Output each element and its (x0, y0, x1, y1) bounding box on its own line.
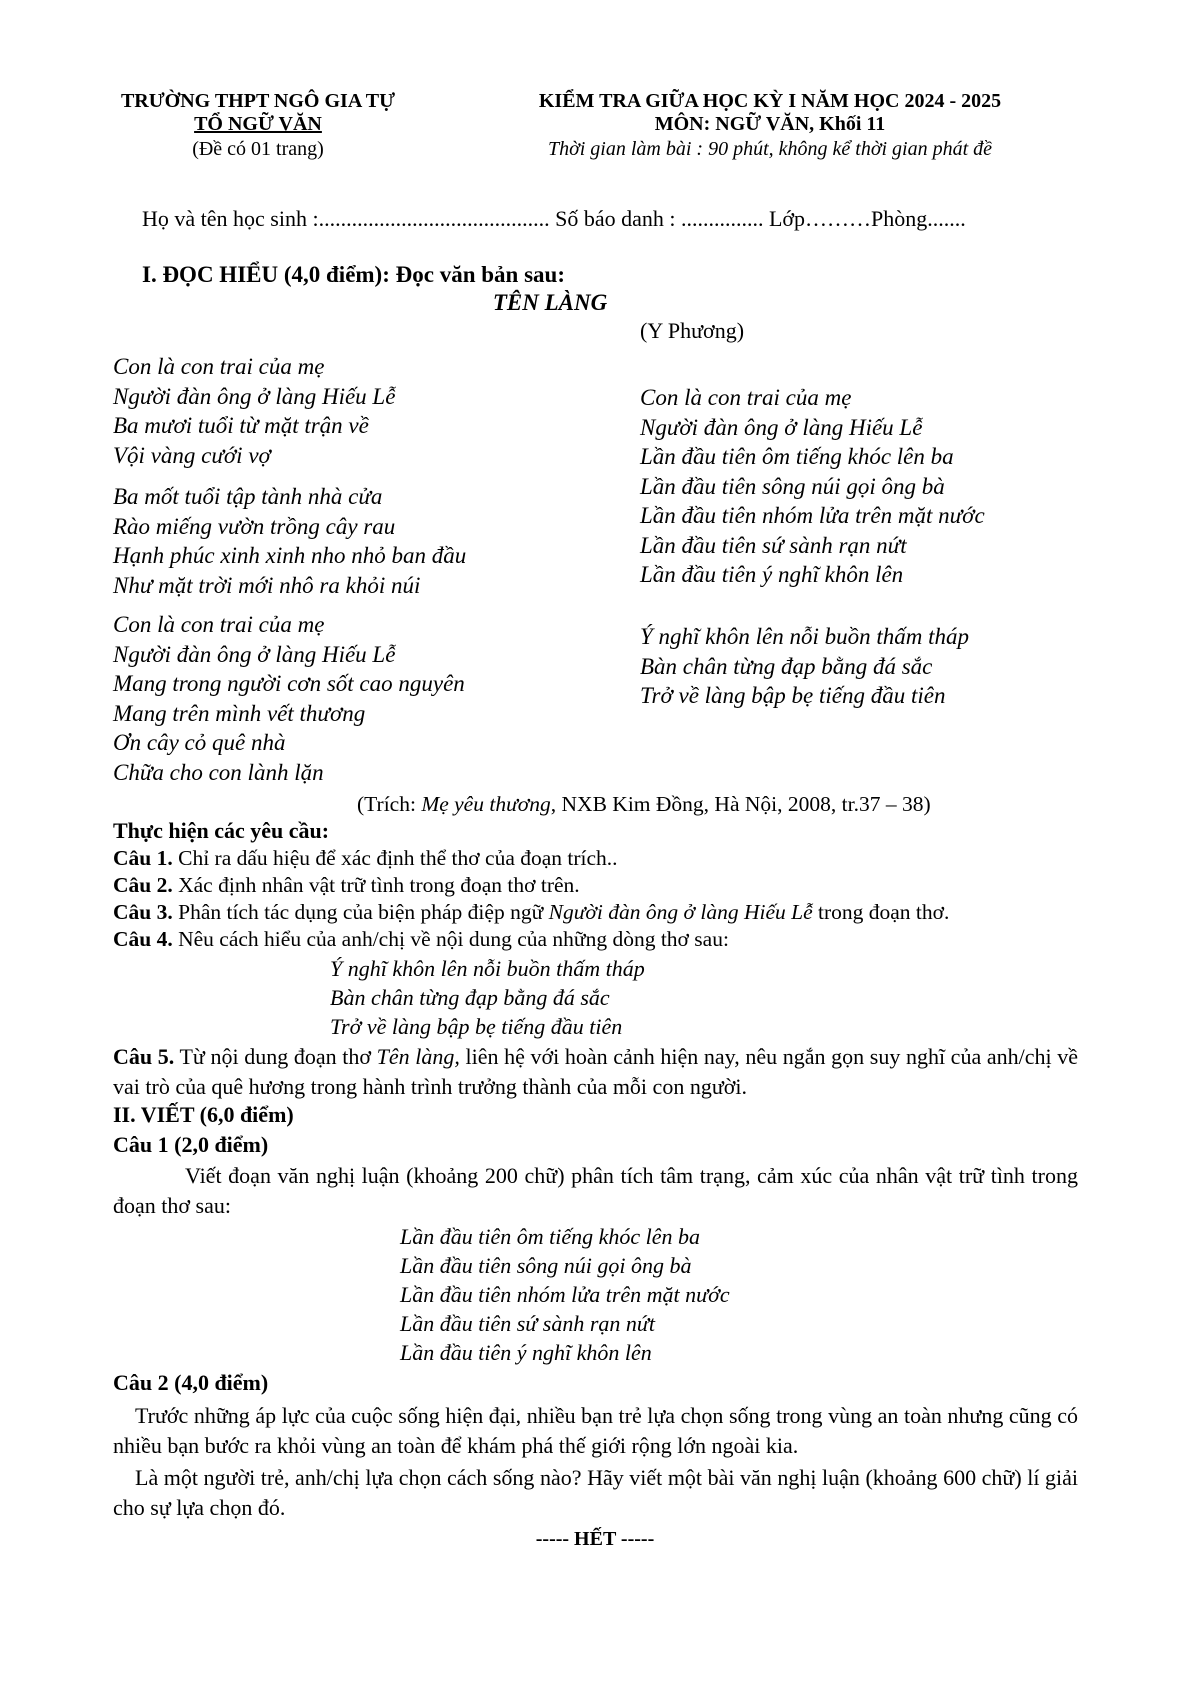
poem-line: Lần đầu tiên nhóm lửa trên mặt nước (400, 1282, 730, 1307)
writing-question-1-heading: Câu 1 (2,0 điểm) (113, 1132, 269, 1157)
question-text: Chỉ ra dấu hiệu để xác định thể thơ của đoạn trích.. (172, 846, 618, 870)
writing-question-1-poem-lines (400, 1222, 730, 1367)
poem-line: Người đàn ông ở làng Hiếu Lễ (113, 383, 396, 409)
poem-line: Lần đầu tiên sông núi gọi ông bà (400, 1253, 692, 1278)
requirements-heading: Thực hiện các yêu cầu: (113, 818, 330, 843)
poem-author: (Y Phương) (640, 318, 745, 343)
source-title: Mẹ yêu thương (421, 792, 551, 816)
school-name: TRƯỜNG THPT NGÔ GIA TỰ (120, 90, 396, 112)
question-text: trong đoạn thơ. (812, 900, 950, 924)
poem-line: Rào miếng vườn trồng cây rau (113, 513, 396, 539)
poem-source (357, 792, 931, 817)
poem-line: Mang trên mình vết thương (113, 700, 366, 726)
question-text: Nêu cách hiểu của anh/chị về nội dung của những dòng thơ sau: (172, 927, 729, 951)
poem-right-stanza-2 (640, 622, 969, 711)
question-1 (113, 845, 618, 872)
question-label: Câu 4. (113, 927, 173, 951)
question-italic: Tên làng, (376, 1044, 460, 1069)
poem-left-stanza-2 (113, 482, 466, 600)
poem-line: Bàn chân từng đạp bằng đá sắc (640, 653, 933, 679)
poem-line: Vội vàng cưới vợ (113, 442, 271, 468)
poem-line: Chữa cho con lành lặn (113, 759, 324, 785)
poem-line: Lần đầu tiên sông núi gọi ông bà (640, 473, 945, 499)
poem-line: Người đàn ông ở làng Hiếu Lễ (113, 641, 396, 667)
poem-left-stanza-3 (113, 610, 465, 787)
writing-question-2-heading: Câu 2 (4,0 điểm) (113, 1370, 269, 1395)
poem-left-stanza-1 (113, 352, 395, 470)
poem-line: Ba mươi tuổi từ mặt trận về (113, 413, 369, 438)
poem-line: Bàn chân từng đạp bằng đá sắc (330, 985, 610, 1010)
poem-line: Lần đầu tiên ý nghĩ khôn lên (640, 562, 904, 587)
poem-line: Con là con trai của mẹ (113, 612, 325, 637)
source-prefix: (Trích: (357, 792, 422, 816)
poem-line: Người đàn ông ở làng Hiếu Lễ (640, 414, 923, 440)
source-suffix: , NXB Kim Đồng, Hà Nội, 2008, tr.37 – 38) (550, 792, 931, 816)
department-name: TỔ NGỮ VĂN (194, 113, 322, 135)
page-count: (Đề có 01 trang) (192, 138, 324, 160)
question-text: Từ nội dung đoạn thơ (174, 1044, 377, 1069)
poem-right-stanza-1 (640, 383, 985, 590)
poem-line: Ý nghĩ khôn lên nỗi buồn thấm tháp (330, 956, 645, 981)
question-4 (113, 926, 729, 953)
question-label: Câu 1. (113, 846, 173, 870)
writing-heading: II. VIẾT (6,0 điểm) (113, 1102, 294, 1127)
question-4-poem-lines (330, 954, 645, 1041)
poem-line: Lần đầu tiên ôm tiếng khóc lên ba (400, 1224, 701, 1249)
end-marker: ----- HẾT ----- (535, 1528, 655, 1550)
poem-line: Ba mốt tuổi tập tành nhà cửa (113, 484, 383, 509)
writing-question-2-paragraph-2: Là một người trẻ, anh/chị lựa chọn cách sống nào? Hãy viết một bài văn nghị luận (khoảng 600 chữ) lí giải cho sự lựa chọn đó. (113, 1465, 1078, 1520)
question-text: Xác định nhân vật trữ tình trong đoạn thơ trên. (172, 873, 580, 897)
question-text: Phân tích tác dụng của biện pháp điệp ngữ (172, 900, 549, 924)
writing-question-2-paragraph-1: Trước những áp lực của cuộc sống hiện đại, nhiều bạn trẻ lựa chọn sống trong vùng an toàn nhưng cũng có nhiều bạn bước ra khỏi vùng an toàn để khám phá thế giới rộng lớn ngoài kia. (113, 1403, 1078, 1458)
poem-line: Ơn cây cỏ quê nhà (113, 730, 286, 755)
reading-heading: I. ĐỌC HIỂU (4,0 điểm): Đọc văn bản sau: (142, 262, 565, 287)
exam-subject: MÔN: NGỮ VĂN, Khối 11 (654, 113, 886, 135)
poem-line: Lần đầu tiên ôm tiếng khóc lên ba (640, 444, 954, 469)
poem-line: Mang trong người cơn sốt cao nguyên (113, 671, 465, 696)
poem-line: Trở về làng bập bẹ tiếng đầu tiên (330, 1014, 623, 1039)
poem-line: Lần đầu tiên nhóm lửa trên mặt nước (640, 503, 985, 528)
poem-line: Lần đầu tiên ý nghĩ khôn lên (400, 1340, 652, 1365)
student-info-line: Họ và tên học sinh :.......................................... Số báo danh : ............... Lớp………Phòng....... (142, 206, 966, 231)
poem-line: Con là con trai của mẹ (113, 354, 325, 379)
poem-line: Trở về làng bập bẹ tiếng đầu tiên (640, 683, 946, 708)
question-3 (113, 899, 949, 926)
question-italic: Người đàn ông ở làng Hiếu Lễ (548, 900, 813, 924)
exam-time: Thời gian làm bài : 90 phút, không kể thời gian phát đề (547, 138, 993, 160)
question-5 (113, 1042, 1078, 1102)
question-2 (113, 872, 580, 899)
exam-title: KIỂM TRA GIỮA HỌC KỲ I NĂM HỌC 2024 - 2025 (538, 90, 1002, 112)
question-label: Câu 2. (113, 873, 173, 897)
question-text: liên hệ với hoàn cảnh hiện nay, nêu ngắn gọn suy nghĩ của anh/chị về vai trò của quê hương trong hành trình trưởng thành của mỗi con người. (113, 1044, 1078, 1099)
poem-line: Con là con trai của mẹ (640, 385, 852, 410)
poem-line: Hạnh phúc xinh xinh nho nhỏ ban đầu (113, 543, 467, 568)
question-label: Câu 5. (113, 1044, 175, 1069)
poem-line: Lần đầu tiên sứ sành rạn nứt (400, 1311, 656, 1336)
poem-title: TÊN LÀNG (492, 290, 608, 315)
question-label: Câu 3. (113, 900, 173, 924)
poem-line: Như mặt trời mới nhô ra khỏi núi (113, 572, 421, 598)
poem-line: Lần đầu tiên sứ sành rạn nứt (640, 532, 907, 558)
writing-question-1-text: Viết đoạn văn nghị luận (khoảng 200 chữ) phân tích tâm trạng, cảm xúc của nhân vật trữ tình trong đoạn thơ sau: (113, 1163, 1078, 1218)
poem-line: Ý nghĩ khôn lên nỗi buồn thấm tháp (640, 624, 970, 649)
